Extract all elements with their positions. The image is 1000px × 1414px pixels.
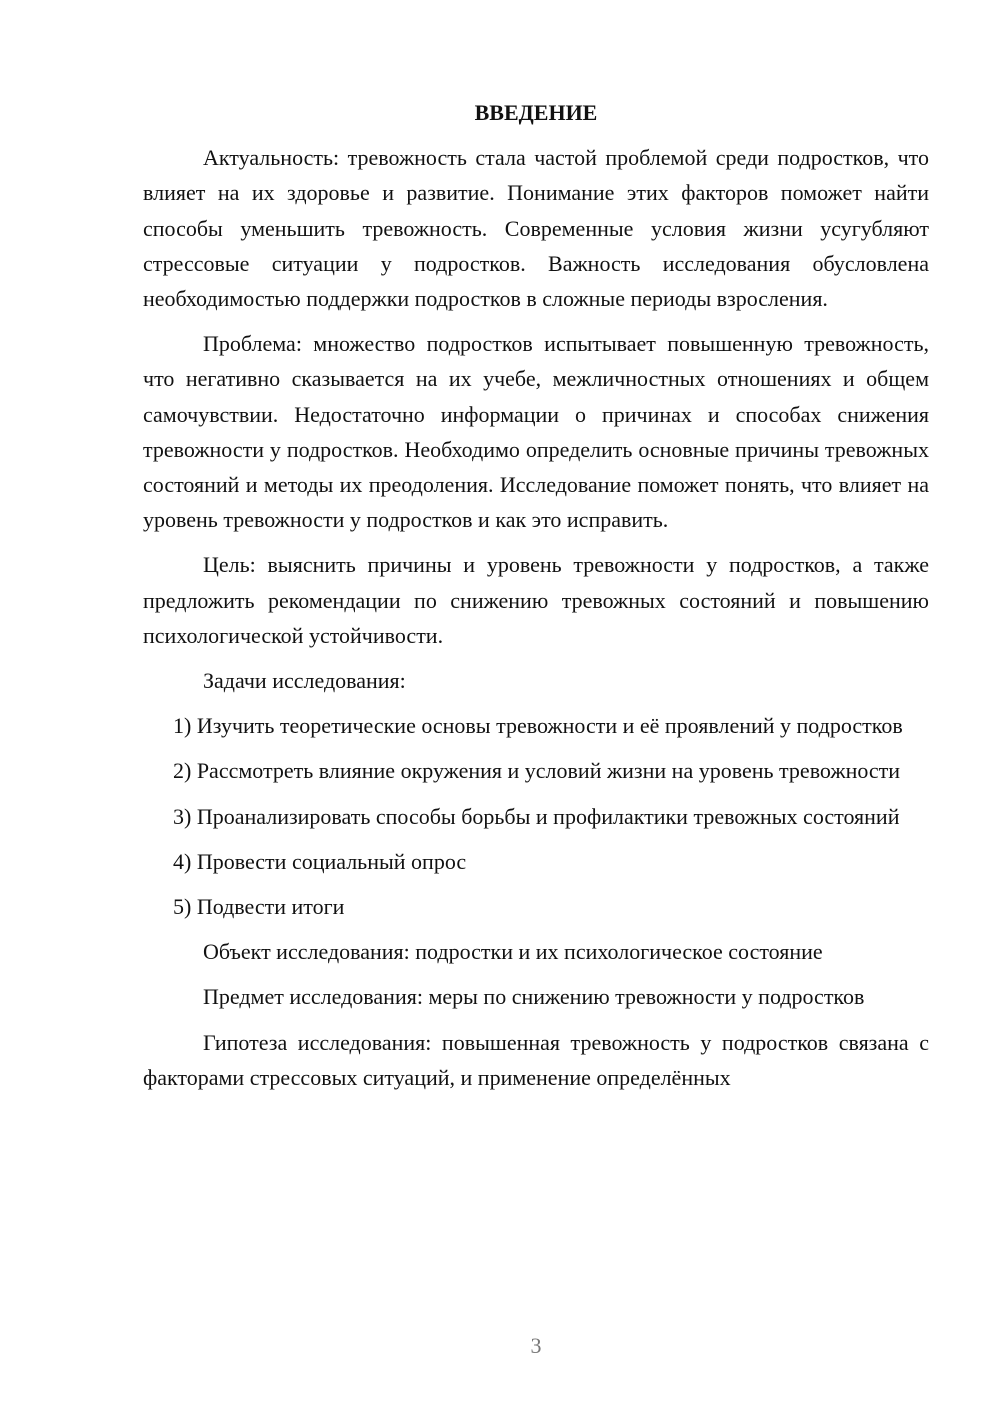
task-item-4: 4) Провести социальный опрос	[173, 848, 467, 874]
task-item-2: 2) Рассмотреть влияние окружения и условий жизни на уровень тревожности	[173, 758, 901, 784]
paragraph-hypothesis: Гипотеза исследования: повышенная тревожность у подростков связана с факторами стрессовых ситуаций, и применение определённых	[143, 1029, 929, 1090]
paragraph-relevance: Актуальность: тревожность стала частой проблемой среди подростков, что влияет на их здоровье и развитие. Понимание этих факторов поможет найти способы уменьшить тревожность. Современные условия жизни усугубляют стрессовые ситуации у подростков. Важность исследования обусловлена необходимостью поддержки подростков в сложные периоды взросления.	[143, 145, 929, 312]
paragraph-goal: Цель: выяснить причины и уровень тревожности у подростков, а также предложить рекомендации по снижению тревожных состояний и повышению психологической устойчивости.	[143, 552, 929, 648]
tasks-heading: Задачи исследования:	[203, 668, 406, 694]
task-item-3: 3) Проанализировать способы борьбы и профилактики тревожных состояний	[173, 803, 900, 829]
task-item-1: 1) Изучить теоретические основы тревожности и её проявлений у подростков	[173, 713, 903, 739]
page-title: ВВЕДЕНИЕ	[474, 100, 598, 125]
paragraph-subject: Предмет исследования: меры по снижению тревожности у подростков	[203, 984, 865, 1010]
page-number: 3	[530, 1333, 542, 1358]
paragraph-object: Объект исследования: подростки и их психологическое состояние	[203, 939, 823, 965]
document-page	[143, 95, 929, 1105]
task-item-5: 5) Подвести итоги	[173, 894, 345, 920]
paragraph-problem: Проблема: множество подростков испытывает повышенную тревожность, что негативно сказывается на их учебе, межличностных отношениях и общем самочувствии. Недостаточно информации о причинах и способах снижения тревожности у подростков. Необходимо определить основные причины тревожных состояний и методы их преодоления. Исследование поможет понять, что влияет на уровень тревожности у подростков и как это исправить.	[143, 331, 929, 533]
